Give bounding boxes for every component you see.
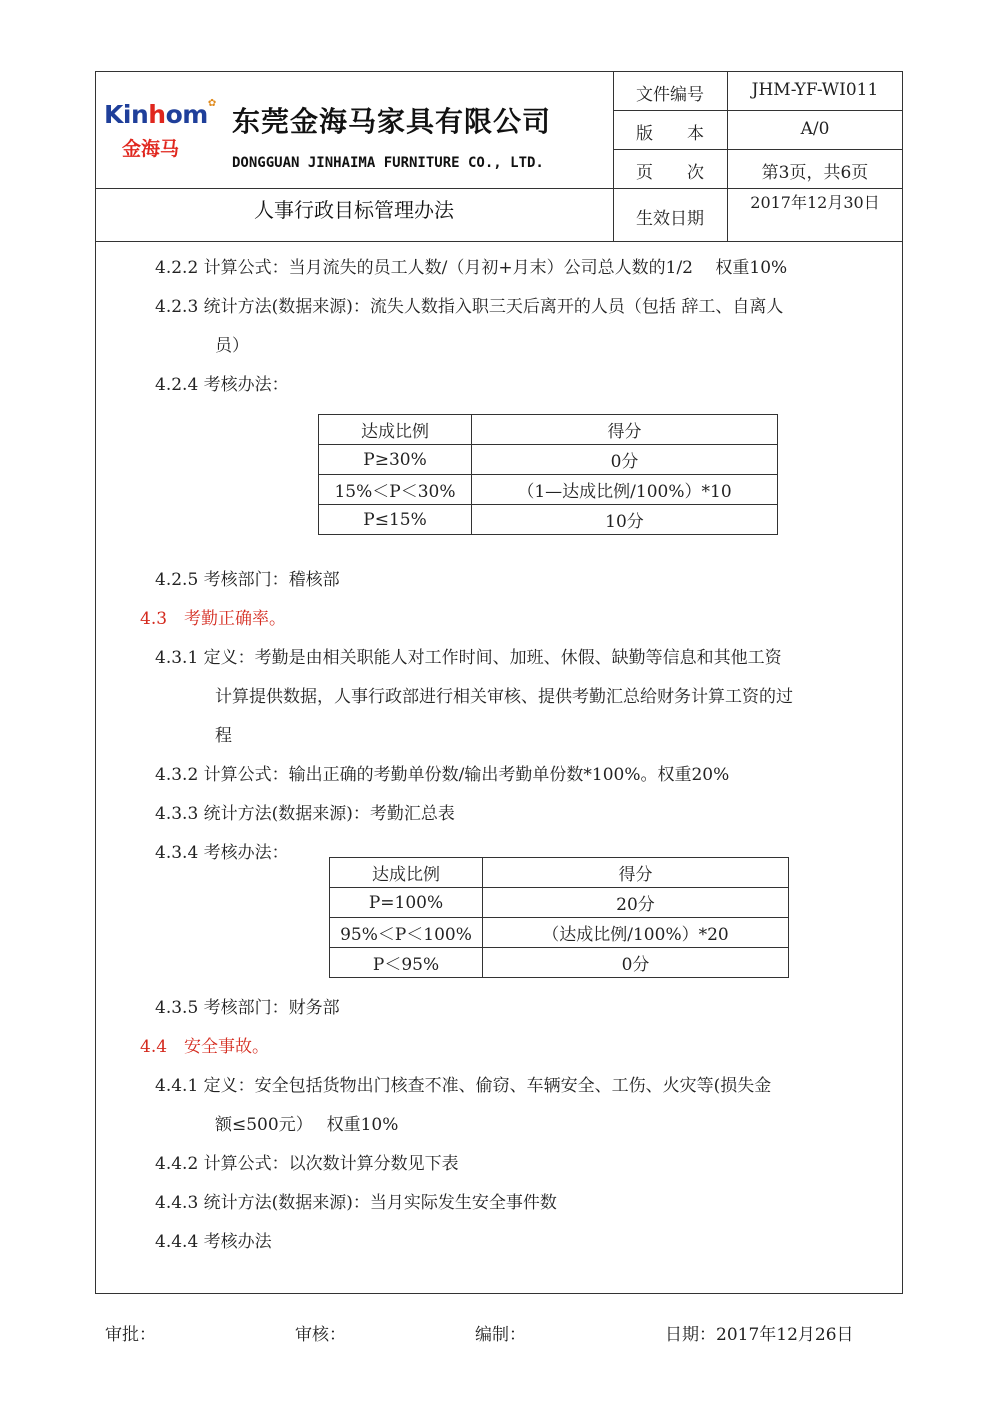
table-row — [319, 475, 778, 505]
table-header-cell: 达成比例 — [330, 858, 483, 888]
section-heading-4-4: 4.4 安全事故。 — [140, 1037, 270, 1057]
effective-date-label: 生效日期 — [636, 209, 704, 229]
table-cell: 20分 — [483, 888, 789, 918]
page-label: 页 次 — [636, 163, 704, 183]
item-4-3-1-cont: 程 — [215, 726, 232, 746]
table-cell: P≥30% — [319, 445, 472, 475]
table-row — [330, 888, 789, 918]
table-cell: 0分 — [472, 445, 778, 475]
item-4-2-2: 4.2.2 计算公式：当月流失的员工人数/（月初+月末）公司总人数的1/2 权重10% — [155, 258, 788, 278]
score-table-attendance — [329, 857, 789, 978]
company-name-en: DONGGUAN JINHAIMA FURNITURE CO., LTD. — [232, 155, 544, 171]
doc-no-value: JHM-YF-WI011 — [751, 80, 879, 100]
table-header-cell: 得分 — [483, 858, 789, 888]
table-header-cell: 得分 — [472, 415, 778, 445]
table-cell: P=100% — [330, 888, 483, 918]
item-4-3-3: 4.3.3 统计方法(数据来源)：考勤汇总表 — [155, 804, 455, 824]
header-divider — [613, 149, 903, 150]
item-4-4-1: 4.4.1 定义：安全包括货物出门核查不准、偷窃、车辆安全、工伤、火灾等(损失金 — [155, 1076, 772, 1096]
item-4-3-5: 4.3.5 考核部门：财务部 — [155, 998, 340, 1018]
item-4-3-4: 4.3.4 考核办法： — [155, 843, 289, 863]
table-cell: （1—达成比例/100%）*10 — [472, 475, 778, 505]
item-4-4-4: 4.4.4 考核办法 — [155, 1232, 272, 1252]
table-cell: P＜95% — [330, 948, 483, 978]
score-table-turnover — [318, 414, 778, 535]
table-cell: P≤15% — [319, 505, 472, 535]
doc-no-label: 文件编号 — [636, 85, 704, 105]
company-name-cn: 东莞金海马家具有限公司 — [232, 105, 552, 138]
table-row — [319, 505, 778, 535]
version-label: 版 本 — [636, 124, 704, 144]
document-title: 人事行政目标管理办法 — [254, 198, 454, 222]
table-row — [330, 918, 789, 948]
table-header-row — [319, 415, 778, 445]
footer-review: 审核： — [295, 1325, 346, 1345]
effective-date-value: 2017年12月30日 — [750, 193, 880, 212]
page-value: 第3页，共6页 — [761, 163, 869, 183]
footer-date: 日期：2017年12月26日 — [665, 1325, 854, 1345]
company-logo — [100, 100, 215, 170]
header-divider — [95, 188, 903, 189]
item-4-2-4: 4.2.4 考核办法： — [155, 375, 289, 395]
table-cell: （达成比例/100%）*20 — [483, 918, 789, 948]
version-value: A/0 — [800, 119, 830, 139]
table-row — [330, 948, 789, 978]
table-cell: 15%＜P＜30% — [319, 475, 472, 505]
table-header-row — [330, 858, 789, 888]
footer-prepared: 编制： — [475, 1325, 526, 1345]
table-row — [319, 445, 778, 475]
item-4-3-1-cont: 计算提供数据，人事行政部进行相关审核、提供考勤汇总给财务计算工资的过 — [215, 687, 793, 707]
table-cell: 0分 — [483, 948, 789, 978]
item-4-4-3: 4.4.3 统计方法(数据来源)：当月实际发生安全事件数 — [155, 1193, 557, 1213]
table-cell: 10分 — [472, 505, 778, 535]
logo-brand: Kinhom ✿ — [104, 98, 216, 129]
header-divider — [613, 110, 903, 111]
table-cell: 95%＜P＜100% — [330, 918, 483, 948]
item-4-2-5: 4.2.5 考核部门：稽核部 — [155, 570, 340, 590]
item-4-2-3-cont: 员） — [215, 336, 249, 356]
item-4-3-1: 4.3.1 定义：考勤是由相关职能人对工作时间、加班、休假、缺勤等信息和其他工资 — [155, 648, 782, 668]
section-heading-4-3: 4.3 考勤正确率。 — [140, 609, 287, 629]
logo-cn: 金海马 — [122, 138, 180, 160]
item-4-3-2: 4.3.2 计算公式：输出正确的考勤单份数/输出考勤单份数*100%。权重20% — [155, 765, 730, 785]
item-4-2-3: 4.2.3 统计方法(数据来源)：流失人数指入职三天后离开的人员（包括 辞工、自离人 — [155, 297, 784, 317]
item-4-4-1-cont: 额≤500元） 权重10% — [215, 1115, 399, 1135]
footer-approve: 审批： — [105, 1325, 156, 1345]
item-4-4-2: 4.4.2 计算公式：以次数计算分数见下表 — [155, 1154, 459, 1174]
header-divider — [95, 241, 903, 242]
table-header-cell: 达成比例 — [319, 415, 472, 445]
